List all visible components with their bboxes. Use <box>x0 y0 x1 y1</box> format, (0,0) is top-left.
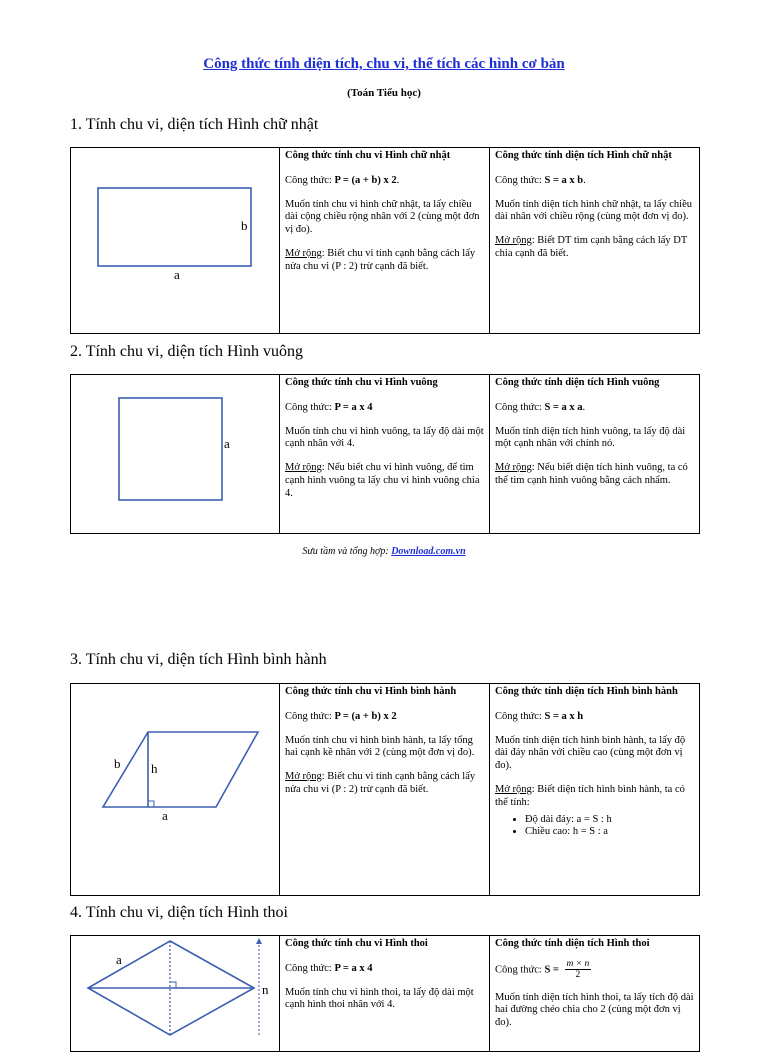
perimeter-description: Muốn tính chu vi hình chữ nhật, ta lấy chiều dài cộng chiều rộng nhân với 2 (cùng một đơn vị đo). <box>285 198 480 236</box>
right-angle-mark <box>170 982 176 988</box>
column-header: Công thức tính chu vi Hình thoi <box>285 938 428 949</box>
rectangle-label-b: b <box>241 218 248 233</box>
area-formula: S = a x h <box>544 710 584 722</box>
rhombus-figure-cell <box>71 936 280 1052</box>
column-header: Công thức tính diện tích Hình thoi <box>495 938 650 949</box>
extension-label: Mở rộng <box>285 462 322 474</box>
parallelogram-formula-table <box>70 683 700 896</box>
area-formula-fraction <box>565 959 592 981</box>
parallelogram-label-h: h <box>151 761 158 776</box>
rhombus-formula-table <box>70 935 700 1052</box>
area-formula-lhs: S = <box>544 964 562 976</box>
column-header: Công thức tính diện tích Hình chữ nhật <box>495 150 672 161</box>
perimeter-description: Muốn tính chu vi hình vuông, ta lấy độ dài một cạnh nhân với 4. <box>285 425 484 450</box>
right-angle-mark <box>148 801 154 807</box>
rectangle-formula-table <box>70 147 700 334</box>
section-heading-parallelogram: 3. Tính chu vi, diện tích Hình bình hành <box>70 651 327 668</box>
rectangle-perimeter-cell <box>280 148 490 334</box>
extension-label: Mở rộng <box>285 247 322 259</box>
square-figure <box>71 375 280 528</box>
column-header: Công thức tính diện tích Hình bình hành <box>495 686 678 697</box>
page-footer <box>0 546 768 557</box>
square-area-cell <box>490 375 700 534</box>
column-header: Công thức tính chu vi Hình bình hành <box>285 686 457 697</box>
document-title[interactable]: Công thức tính diện tích, chu vi, thể tích các hình cơ bản <box>203 56 565 72</box>
section-heading-rhombus: 4. Tính chu vi, diện tích Hình thoi <box>70 904 288 921</box>
footer-prefix: Sưu tầm và tổng hợp: <box>302 546 392 557</box>
extension-text: : Biết DT tìm cạnh bằng cách lấy DT chia cạnh đã biết. <box>495 235 688 259</box>
fraction-numerator: m × n <box>566 958 590 969</box>
parallelogram-area-cell <box>490 684 700 896</box>
formula-prefix: Công thức: <box>285 710 335 722</box>
footer-link[interactable]: Download.com.vn <box>391 546 466 557</box>
perimeter-formula: P = a x 4 <box>334 401 373 413</box>
area-formula: S = a x b <box>544 174 584 186</box>
rhombus-figure <box>71 936 280 1046</box>
section-heading-rectangle: 1. Tính chu vi, diện tích Hình chữ nhật <box>70 116 319 133</box>
area-description: Muốn tính diện tích hình vuông, ta lấy độ dài một cạnh nhân với chính nó. <box>495 425 686 450</box>
area-description: Muốn tính diện tích hình bình hành, ta lấy độ dài đáy nhân với chiều cao (cùng một đơn vị đo). <box>495 734 686 772</box>
extension-label: Mở rộng <box>495 783 532 795</box>
parallelogram-figure-cell <box>71 684 280 896</box>
list-item: • Độ dài đáy: a = S : h <box>525 814 694 827</box>
parallelogram-shape <box>103 732 258 807</box>
formula-prefix: Công thức: <box>285 962 335 974</box>
parallelogram-label-a: a <box>162 808 168 823</box>
perimeter-formula: P = a x 4 <box>334 962 373 974</box>
square-shape <box>119 398 222 500</box>
extension-label: Mở rộng <box>285 771 322 783</box>
square-figure-cell <box>71 375 280 534</box>
rectangle-figure-cell <box>71 148 280 334</box>
parallelogram-label-b: b <box>114 756 121 771</box>
extension-text: : Nếu biết chu vi hình vuông, để tìm cạnh hình vuông ta lấy chu vi hình vuông chia 4. <box>285 462 480 499</box>
formula-prefix: Công thức: <box>495 964 545 976</box>
arrow-up-icon <box>256 938 262 944</box>
area-description: Muốn tính diện tích hình thoi, ta lấy tích độ dài hai đường chéo chia cho 2 (cùng một đơn vị đo). <box>495 991 694 1029</box>
parallelogram-perimeter-cell <box>280 684 490 896</box>
square-label-a: a <box>224 436 230 451</box>
list-item: • Chiều cao: h = S : a <box>525 826 694 839</box>
rhombus-perimeter-cell <box>280 936 490 1052</box>
perimeter-formula: P = (a + b) x 2 <box>334 710 397 722</box>
area-description: Muốn tính diện tích hình chữ nhật, ta lấy chiều dài nhân với chiều rộng (cùng một đơn vị đo). <box>495 198 692 223</box>
formula-suffix: . <box>583 174 586 186</box>
fraction-denominator: 2 <box>575 970 581 981</box>
derived-formulas-list <box>495 814 694 840</box>
document-subtitle: (Toán Tiểu học) <box>347 87 421 99</box>
formula-prefix: Công thức: <box>495 174 545 186</box>
column-header: Công thức tính chu vi Hình chữ nhật <box>285 150 451 161</box>
rectangle-shape <box>98 188 251 266</box>
rectangle-area-cell <box>490 148 700 334</box>
rhombus-label-a: a <box>116 952 122 967</box>
square-perimeter-cell <box>280 375 490 534</box>
perimeter-formula: P = (a + b) x 2 <box>334 174 397 186</box>
extension-label: Mở rộng <box>495 462 532 474</box>
column-header: Công thức tính chu vi Hình vuông <box>285 377 438 388</box>
column-header: Công thức tính diện tích Hình vuông <box>495 377 660 388</box>
perimeter-description: Muốn tính chu vi hình bình hành, ta lấy tổng hai cạnh kề nhân với 2 (cùng một đơn vị đo). <box>285 734 475 759</box>
area-formula: S = a x a <box>544 401 583 413</box>
rhombus-label-n: n <box>262 982 269 997</box>
formula-suffix: . <box>582 401 586 413</box>
extension-text: : Biết chu vi tính cạnh bằng cách lấy nửa chu vi (P : 2) trừ cạnh đã biết. <box>285 247 476 272</box>
formula-prefix: Công thức: <box>285 401 335 413</box>
section-heading-square: 2. Tính chu vi, diện tích Hình vuông <box>70 343 304 360</box>
rectangle-figure <box>71 148 280 328</box>
formula-prefix: Công thức: <box>495 401 545 413</box>
formula-prefix: Công thức: <box>495 710 545 722</box>
extension-text: : Nếu biết diện tích hình vuông, ta có thể tìm cạnh hình vuông bằng cách nhẩm. <box>495 462 688 486</box>
extension-text: : Biết diện tích hình bình hành, ta có thể tính: <box>495 783 685 808</box>
extension-label: Mở rộng <box>495 235 532 247</box>
rhombus-area-cell <box>490 936 700 1052</box>
perimeter-description: Muốn tính chu vi hình thoi, ta lấy độ dài một cạnh hình thoi nhân với 4. <box>285 986 474 1011</box>
square-formula-table <box>70 374 700 534</box>
rectangle-label-a: a <box>174 267 180 282</box>
extension-text: : Biết chu vi tính cạnh bằng cách lấy nửa chu vi (P : 2) trừ cạnh đã biết. <box>285 771 476 795</box>
parallelogram-figure <box>71 684 280 890</box>
formula-suffix: . <box>396 174 400 186</box>
formula-prefix: Công thức: <box>285 174 335 186</box>
